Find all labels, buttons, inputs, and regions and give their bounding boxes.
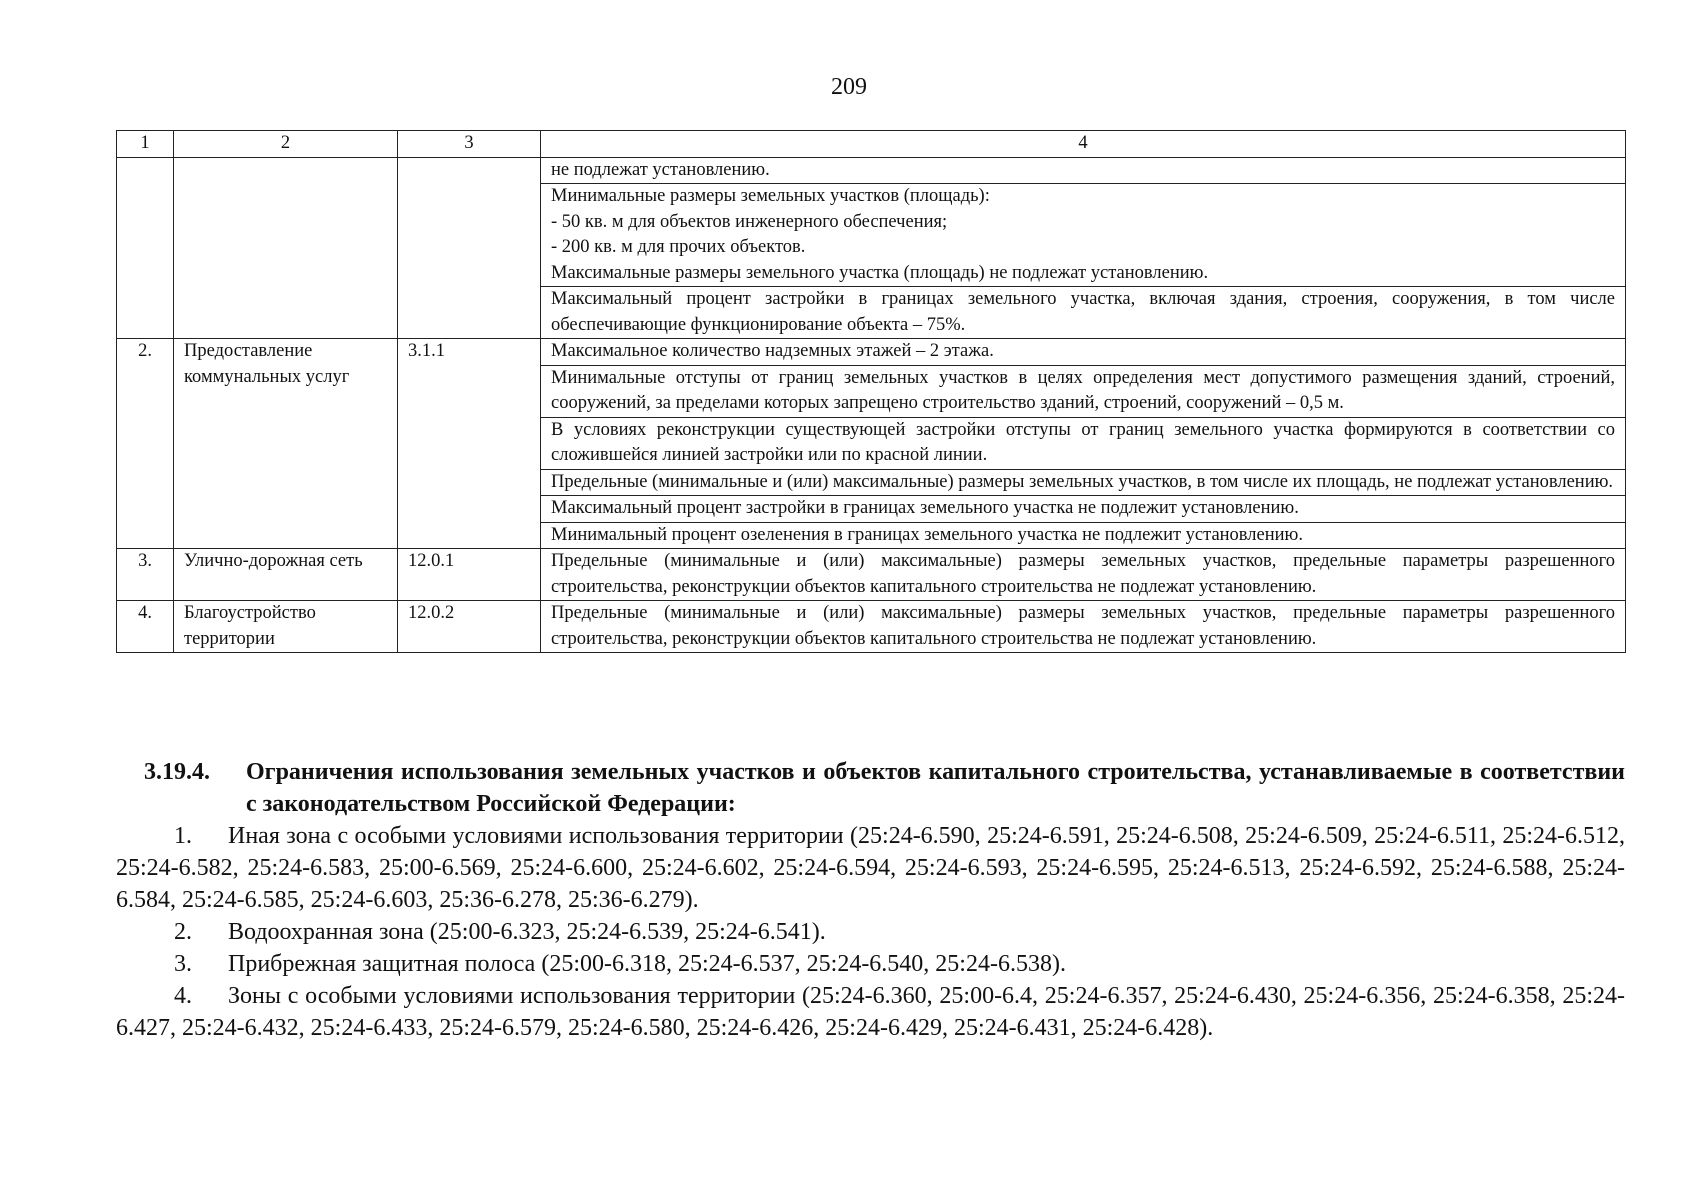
table-row [117, 549, 1626, 601]
restriction-item-number: 1. [174, 823, 192, 849]
parameter-text: Максимальное количество надземных этажей – 2 этажа. [551, 341, 994, 361]
restriction-item-text: Водоохранная зона (25:00-6.323, 25:24-6.539, 25:24-6.541). [228, 919, 826, 945]
parameter-text: - 200 кв. м для прочих объектов. [551, 237, 806, 257]
section-number: 3.19.4. [144, 759, 210, 785]
section-items [116, 820, 1625, 1044]
restriction-item-text: Иная зона с особыми условиями использования территории (25:24-6.590, 25:24-6.591, 25:24-6.508, 25:24-6.509, 25:24-6.511, 25:24-6.512, 25:24-6.582, 25:24-6.583, 25:00-6.569, 25:24-6.600, 25:24-6.602, 25:24-6.594, 25:24-6.593, 25:24-6.595, 25:24-6.513, 25:24-6.592, 25:24-6.588, 25:24-6.584, 25:24-6.585, 25:24-6.603, 25:36-6.278, 25:36-6.279). [116, 823, 1625, 913]
row-code-cell: 12.0.2 [398, 601, 541, 653]
row-parameter-cell [541, 469, 1626, 496]
page-number: 209 [831, 74, 867, 100]
row-parameter-cell [541, 339, 1626, 366]
row-parameter-cell [541, 365, 1626, 417]
restriction-item [116, 980, 1625, 1044]
parameter-text: Максимальные размеры земельного участка (площадь) не подлежат установлению. [551, 262, 1209, 283]
row-parameter-cell [541, 417, 1626, 469]
parameter-text: В условиях реконструкции существующей застройки отступы от границ земельного участка формируются в соответствии со сложившейся линией застройки или по красной линии. [551, 419, 1615, 465]
row-code-cell: 3.1.1 [398, 339, 541, 549]
column-header: 4 [541, 131, 1626, 158]
restriction-item-text: Зоны с особыми условиями использования территории (25:24-6.360, 25:00-6.4, 25:24-6.357, 25:24-6.430, 25:24-6.356, 25:24-6.358, 25:24-6.427, 25:24-6.432, 25:24-6.433, 25:24-6.579, 25:24-6.580, 25:24-6.426, 25:24-6.429, 25:24-6.431, 25:24-6.428). [116, 983, 1625, 1041]
restriction-item-text: Прибрежная защитная полоса (25:00-6.318, 25:24-6.537, 25:24-6.540, 25:24-6.538). [228, 951, 1066, 977]
row-number-cell: 3. [117, 549, 174, 601]
parameter-text: Максимальный процент застройки в границах земельного участка не подлежит установлению. [551, 498, 1299, 518]
parameter-text: Максимальный процент застройки в границах земельного участка, включая здания, строения, сооружения, в том числе обеспечивающие функционирование объекта – 75%. [551, 289, 1615, 335]
row-code-cell [398, 157, 541, 339]
row-name-cell: Благоустройство территории [174, 601, 398, 653]
parameter-text: Предельные (минимальные и (или) максимальные) размеры земельных участков, предельные параметры разрешенного строительства, реконструкции объектов капитального строительства не подлежат установлению. [551, 551, 1615, 597]
row-parameter-cell [541, 522, 1626, 549]
section-title: Ограничения использования земельных участков и объектов капитального строительства, устанавливаемые в соответствии с законодательством Российской Федерации: [246, 759, 1625, 817]
row-parameter-cell [541, 184, 1626, 287]
restriction-item [116, 916, 1625, 948]
row-number-cell [117, 157, 174, 339]
restriction-item [116, 820, 1625, 916]
row-parameter-cell [541, 601, 1626, 653]
parameter-text: Минимальные размеры земельных участков (площадь): [551, 186, 990, 206]
restriction-item-number: 2. [174, 919, 192, 945]
row-number-cell: 4. [117, 601, 174, 653]
restrictions-section [116, 756, 1625, 1044]
parameter-text: Предельные (минимальные и (или) максимальные) размеры земельных участков, в том числе их площадь, не подлежат установлению. [551, 471, 1614, 492]
parameter-text: - 50 кв. м для объектов инженерного обеспечения; [551, 211, 948, 232]
row-name-cell [174, 157, 398, 339]
parameter-text: Минимальный процент озеленения в границах земельного участка не подлежит установлению. [551, 524, 1303, 545]
row-code-cell: 12.0.1 [398, 549, 541, 601]
restriction-item-number: 4. [174, 983, 192, 1009]
table-body [117, 157, 1626, 653]
parameters-table [116, 130, 1626, 653]
table-row [117, 339, 1626, 366]
restriction-item [116, 948, 1625, 980]
row-number-cell: 2. [117, 339, 174, 549]
row-name-cell: Улично-дорожная сеть [174, 549, 398, 601]
table-row [117, 601, 1626, 653]
row-parameter-cell [541, 496, 1626, 523]
row-parameter-cell [541, 549, 1626, 601]
parameter-text: Предельные (минимальные и (или) максимальные) размеры земельных участков, предельные параметры разрешенного строительства, реконструкции объектов капитального строительства не подлежат установлению. [551, 603, 1615, 649]
column-header: 1 [117, 131, 174, 158]
row-parameter-cell [541, 287, 1626, 339]
section-heading [116, 756, 1625, 820]
column-header: 2 [174, 131, 398, 158]
parameter-text: Минимальные отступы от границ земельных участков в целях определения мест допустимого размещения зданий, строений, сооружений, за пределами которых запрещено строительство зданий, строений, сооружений – 0,5 м. [551, 367, 1615, 413]
column-header: 3 [398, 131, 541, 158]
row-parameter-cell [541, 157, 1626, 184]
table-row [117, 157, 1626, 184]
table-header-row [117, 131, 1626, 158]
row-name-cell: Предоставление коммунальных услуг [174, 339, 398, 549]
parameter-text: не подлежат установлению. [551, 159, 770, 180]
restriction-item-number: 3. [174, 951, 192, 977]
